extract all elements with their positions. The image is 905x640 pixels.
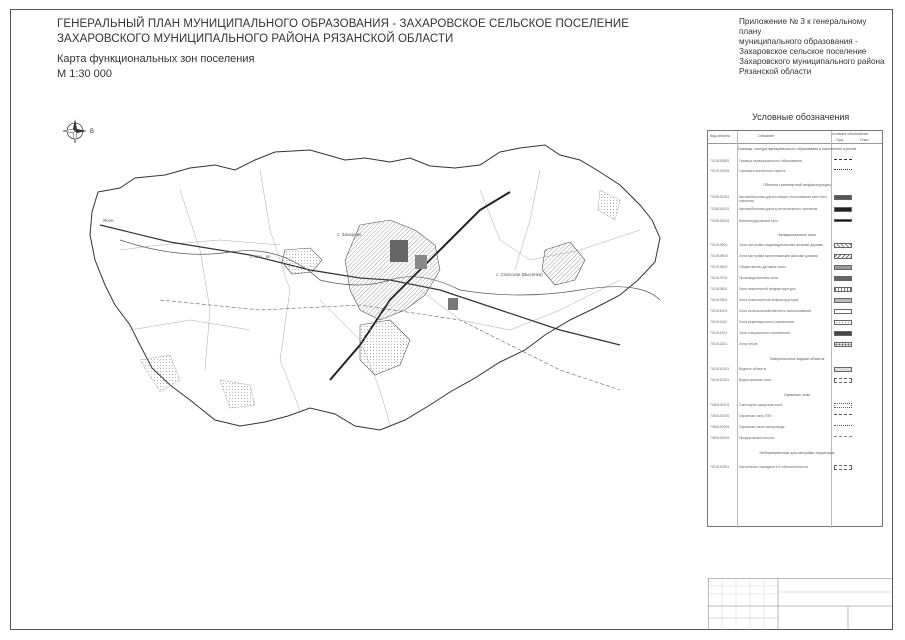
map-subtitle: [57, 52, 254, 82]
legend-symbol: [834, 403, 852, 408]
legend-code: 7060100101: [710, 403, 730, 407]
legend-code: 7030100321: [710, 207, 730, 211]
legend-symbol: [834, 425, 852, 430]
map-name: Карта функциональных зон поселения: [57, 53, 255, 65]
legend-symbol: [834, 195, 852, 200]
legend-code: 7010110101: [710, 367, 730, 371]
legend-section: Границы, контура муниципального образования и населенных пунктов: [737, 147, 857, 151]
legend-code: 7030100401: [710, 219, 730, 223]
settlement-map: [60, 130, 700, 450]
legend-name: Зона рекреационного назначения: [739, 320, 794, 324]
legend-code: 7030100311: [710, 195, 730, 199]
legend-col-divider: [831, 131, 832, 528]
map-title: [57, 17, 629, 47]
legend-symbol: [834, 276, 852, 281]
legend-code: 7060100401: [710, 436, 730, 440]
appendix-line5: Рязанской области: [739, 67, 812, 76]
legend-name: Водные объекты: [739, 367, 767, 371]
legend-symbol: [834, 331, 852, 336]
place-label-spasskoe: с. Спасское (Выселки): [496, 272, 543, 277]
legend-name: Граница муниципального образования: [739, 159, 803, 163]
map-title-line1: ГЕНЕРАЛЬНЫЙ ПЛАН МУНИЦИПАЛЬНОГО ОБРАЗОВАНИЯ - ЗАХАРОВСКОЕ СЕЛЬСКОЕ ПОСЕЛЕНИЕ: [57, 18, 629, 30]
legend-symbol: [834, 265, 852, 270]
legend-symbol: [834, 465, 852, 470]
legend-head-existing: Сущ.: [836, 138, 845, 142]
legend-code: 7060100201: [710, 414, 730, 418]
legend-symbol: [834, 320, 852, 325]
legend-code: 701010801: [710, 287, 728, 291]
legend-section: Охранные зоны: [783, 393, 811, 397]
legend-name: Общественно-деловые зоны: [739, 265, 786, 269]
legend-symbol: [834, 414, 852, 419]
legend-name: Зона специального назначения: [739, 331, 791, 335]
legend-name: Зона транспортной инфраструктуры: [739, 298, 799, 302]
legend-name: Придорожная полоса: [739, 436, 774, 440]
legend-head-symbol: Условное обозначение: [831, 132, 869, 136]
compass-east-label: В: [90, 129, 94, 135]
legend-symbol: [834, 159, 852, 164]
legend-symbol: [834, 298, 852, 303]
legend-name: Зона лесов: [739, 342, 758, 346]
public-zone: [415, 255, 427, 269]
legend-symbol: [834, 309, 852, 314]
legend-name: Граница населенного пункта: [739, 169, 786, 173]
legend-head-code: Код объекта: [710, 134, 730, 138]
place-label-zaharovo: с. Захарово: [337, 232, 362, 237]
legend-code: 701011001: [710, 309, 728, 313]
legend-name: Зона застройки малоэтажными жилыми домами: [739, 254, 818, 258]
legend-name: Зона сельскохозяйственного использования: [739, 309, 812, 313]
legend-code: 7060100301: [710, 425, 730, 429]
legend-name: Санитарно-защитная зона: [739, 403, 783, 407]
place-label-kaziakovo: с. Каз.. во: [250, 254, 271, 259]
appendix-line2: муниципального образования -: [739, 37, 858, 46]
legend-name: Водоохранная зона: [739, 378, 771, 382]
legend-symbol: [834, 342, 852, 347]
legend-symbol: [834, 169, 852, 174]
legend-symbol: [834, 219, 852, 222]
legend-code: 7010110201: [710, 378, 730, 382]
legend-section: Объекты транспортной инфраструктуры: [763, 183, 831, 187]
legend-code: 7010110301: [710, 465, 730, 469]
title-block-stamp: [708, 578, 893, 630]
legend-symbol: [834, 378, 852, 383]
legend-code: 701010701: [710, 276, 728, 280]
legend-head-planned: План.: [860, 138, 870, 142]
legend-name: Железнодорожный путь: [739, 219, 778, 223]
legend-head-name: Описание: [758, 134, 775, 138]
legend-symbol: [834, 367, 852, 372]
appendix-line3: Захаровское сельское поселение: [739, 47, 867, 56]
legend-name: Автомобильная дорога регионального значения: [739, 207, 818, 211]
legend-section: Неблагоприятные для застройки территории: [759, 451, 835, 455]
appendix-line4: Захаровского муниципального района: [739, 57, 885, 66]
production-zone: [390, 240, 408, 262]
legend-title: Условные обозначения: [752, 112, 850, 122]
legend-head-divider: [708, 143, 882, 144]
appendix-line1: Приложение № 3 к генеральному плану: [739, 17, 867, 36]
legend-code: 7010100501: [710, 159, 730, 163]
legend-name: Охранная зона газопровода: [739, 425, 785, 429]
legend-table: [707, 130, 883, 527]
legend-name: Производственная зона: [739, 276, 778, 280]
legend-col-divider: [737, 131, 738, 528]
map-title-line2: ЗАХАРОВСКОГО МУНИЦИПАЛЬНОГО РАЙОНА РЯЗАНСКОЙ ОБЛАСТИ: [57, 33, 454, 45]
legend-code: 701010901: [710, 298, 728, 302]
legend-name: Охранная зона ЛЭП: [739, 414, 772, 418]
legend-symbol: [834, 436, 852, 441]
appendix-note: [739, 17, 889, 77]
legend-section: Функциональные зоны: [778, 233, 816, 237]
legend-code: 701010601: [710, 265, 728, 269]
legend-code: 7010101501: [710, 169, 730, 173]
legend-symbol: [834, 207, 852, 212]
legend-name: Затопление паводком 1% обеспеченности: [739, 465, 808, 469]
legend-symbol: [834, 254, 852, 259]
legend-name: Автомобильная дорога общего пользования местного значения: [739, 195, 827, 203]
legend-code: 701010501: [710, 243, 728, 247]
place-label-west: Ясен: [103, 218, 114, 223]
legend-code: 701011101: [710, 320, 727, 324]
legend-code: 701010503: [710, 254, 728, 258]
legend-panel: [707, 112, 883, 527]
legend-name: Зона инженерной инфраструктуры: [739, 287, 796, 291]
legend-code: 701011201: [710, 331, 728, 335]
map-scale: М 1:30 000: [57, 68, 113, 80]
utility-zone: [448, 298, 458, 310]
legend-symbol: [834, 243, 852, 248]
legend-code: 701011301: [710, 342, 728, 346]
legend-section: Поверхностные водные объекты: [769, 357, 825, 361]
legend-symbol: [834, 287, 852, 292]
legend-name: Зона застройки индивидуальными жилыми домами: [739, 243, 824, 247]
